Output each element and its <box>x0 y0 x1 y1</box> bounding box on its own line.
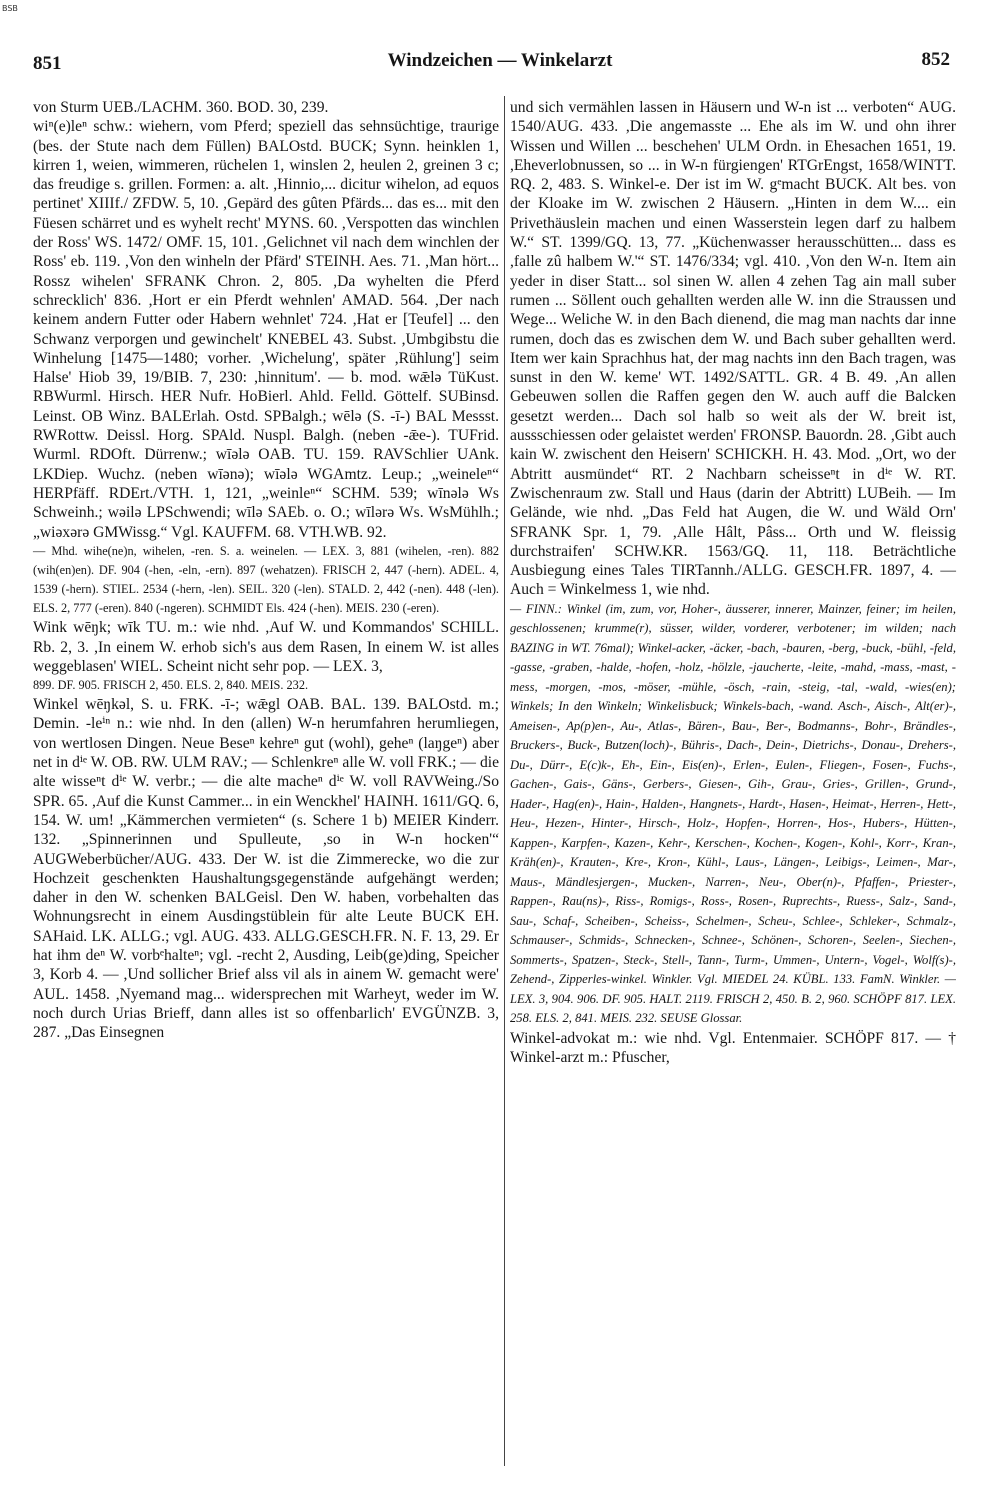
entry-wiehern-references: — Mhd. wihe(ne)n, wihelen, -ren. S. a. weinelen. — LEX. 3, 881 (wihelen, -ren). 882 (wih(en)en). DF. 904 (-hen, -eln, -ern). 897 (wehatzen). FRISCH 2, 447 (-hern). ADEL. 4, 1539 (-hern). STIEL. 2534 (-hern, -len). SEIL. 320 (-len). STALD. 2, 442 (-nen). 448 (-len). ELS. 2, 777 (-eren). 840 (-ngeren). SCHMIDT Els. 424 (-hen). MEIS. 230 (-eren). <box>33 543 499 616</box>
entry-winkel-field-names: — FINN.: Winkel (im, zum, vor, Hoher-, äusserer, innerer, Mainzer, feiner; im heilen, geschlossenen; krumme(r), süsser, wilder, vorderer, verbotener; im wilden; nach BAZING in WT. 76mal); Winkel-acker, -äcker, -bach, -bauren, -berg, -buck, -bühl, -feld, -gasse, -graben, -halde, -hofen, -holz, -hölzle, -jaucherte, -leite, -mahd, -mass, -mast, -mess, -morgen, -mos, -möser, -mühle, -ösch, -rain, -steig, -tal, -wald, -wies(en); Winkels; In den Winkeln; Winkelisbuck; Winkels-bach, -wand. Asch-, Aisch-, Alt(er)-, Ameisen-, Ap(p)en-, Au-, Atlas-, Bären-, Bau-, Ber-, Bodmanns-, Bohr-, Brändles-, Bruckers-, Buck-, Butzen(loch)-, Bühris-, Dach-, Dein-, Dietrichs-, Donau-, Drehers-, Du-, Dürr-, E(c)k-, Eh-, Ein-, Eis(en)-, Erlen-, Eulen-, Fliegen-, Fosen-, Fuchs-, Gachen-, Gais-, Gäns-, Gerbers-, Giesen-, Gih-, Grau-, Gries-, Grillen-, Grund-, Hader-, Hag(en)-, Hain-, Halden-, Hangnets-, Hardt-, Hasen-, Heimat-, Herren-, Hett-, Heu-, Hezen-, Hinter-, Hirsch-, Holz-, Hopfen-, Horren-, Hos-, Hubers-, Hütten-, Kappen-, Karpfen-, Kazen-, Kehr-, Kerschen-, Kochen-, Kogen-, Kohl-, Korr-, Kran-, Kräh(en)-, Krauten-, Kre-, Kron-, Kühl-, Laus-, Längen-, Leibigs-, Leimen-, Mar-, Maus-, Mändlesjergen-, Mucken-, Narren-, Neu-, Ober(n)-, Pfaffen-, Priester-, Rappen-, Rau(ns)-, Riss-, Romigs-, Ross-, Rosen-, Ruprechts-, Ruess-, Salz-, Sand-, Sau-, Schaf-, Scheiben-, Scheiss-, Schelmen-, Scheu-, Schlee-, Schleker-, Schmalz-, Schmauser-, Schmids-, Schnecken-, Schnee-, Schönen-, Schoren-, Seelen-, Siechen-, Sommerts-, Spatzen-, Steck-, Stell-, Tann-, Turm-, Ummen-, Untern-, Vogel-, Wolf(s)-, Zehend-, Zipperles-winkel. Winkler. Vgl. MIEDEL 24. KÜBL. 133. FamN. Winkler. — LEX. 3, 904. 906. DF. 905. HALT. 2119. FRISCH 2, 450. B. 2, 960. SCHÖPF 817. LEX. 258. ELS. 2, 841. MEIS. 232. SEUSE Glossar. <box>510 601 956 1026</box>
right-column <box>510 98 956 1067</box>
entry-continuation: von Sturm UEB./LACHM. 360. BOD. 30, 239. <box>33 99 329 116</box>
entry-winkel-advokat: Winkel-advokat m.: wie nhd. Vgl. Entenmaier. SCHÖPF 817. — † Winkel-arzt m.: Pfuscher, <box>510 1029 956 1067</box>
entry-wink: Wink wēŋk; wīk TU. m.: wie nhd. ,Auf W. und Kommandos' SCHILL. Rb. 2, 3. ,In einem W. erhob sich's aus dem Rasen, In einem W. ist alles weggeblasen' WIEL. Scheint nicht sehr pop. — LEX. 3, <box>33 619 499 675</box>
entry-wink-references: 899. DF. 905. FRISCH 2, 450. ELS. 2, 840. MEIS. 232. <box>33 678 309 693</box>
entry-winkel-continued: und sich vermählen lassen in Häusern und W-n ist ... verboten“ AUG. 1540/AUG. 433. ,Die angemasste ... Ehe als im W. und ohn ihrer Wissen und Willen ... beschehen' ULM Ordn. in Ehesachen 1651, 19. ,Eheverlobnussen, so ... in W-n fürgiengen' RTGrEngst, 1658/WINTT. RQ. 2, 483. S. Winkel-e. Der ist im W. gᵉmacht BUCK. Alt bes. von der Kloake im W. zwischen 2 Häusern. „Hinten in dem W.... ein Privethäuslein machen und einen Wasserstein legen darf zu halbem W.“ ST. 1399/GQ. 13, 77. „Küchenwasser herausschütten... dass es ,falle zû halbem W.'“ ST. 1476/334; vgl. 410. ,Von den W-n. Item ain yeder in diser Statt... sol sinen W. allen 4 zehen Tag ain mall suber rumen ... Söllent ouch gehallten werden alle W. inn die Straussen und Wege... Weliche W. in den Bach dienend, die mag man nachts dar inne rumen, doch das es zwischen dem W. und Bach suber gehallten werd. Item wer kain Sprachhus hat, der mag nachts inn den Bach tragen, was sunst in den W. keme' WT. 1492/SATTL. GR. 4 B. 49. ,An allen Gebeuwen sollen die Raffen gegen den W. auch auff die Balcken gesetzt werden... Dach sol halb so weit als der W. breit ist, aussschiessen oder gelaistet werden' FRONSP. Bauordn. 28. ,Gibt auch kain W. zwischent den Heisern' SCHICKH. H. 43. Mod. „Ort, wo der Abtritt ausmündet“ RT. 2 Nachbarn scheisseⁿt in dⁱᵉ W. RT. Zwischenraum zw. Stall und Haus (darin der Abtritt) LUBeih. — Im Gelände, wie nhd. „Das Feld hat Augen, die W. und Wäld Orn' SFRANK Spr. 1, 79. ,Alle Hâlt, Pâss... Orth und W. fleissig durchstraifen' SCHW.KR. 1563/GQ. 11, 118. Beträchtliche Ausbiegung eines Tales TIRTannh./ALLG. GESCH.FR. 1897, 4. — Auch = Winkelmess 1, wie nhd. <box>510 99 956 599</box>
page-number-right: 852 <box>921 49 950 70</box>
column-divider <box>504 96 505 1466</box>
entry-wiehern: wiⁿ(e)leⁿ schw.: wiehern, vom Pferd; speziell das sehnsüchtige, traurige (bes. der Stute nach dem Füllen) BALOstd. BUCK; Synn. heinklen 1, kirren 1, weien, wimmeren, rüchelen 1, winslen 2, heulen 2, greinen 3 c; das freudige s. grillen. Formen: a. alt. ,Hinnio,... dicitur wihelon, ad equos pertinet' XIIIf./ ZFDW. 5, 10. ,Gepärd des gûten Pfärds... das es... mit den Füesen schärret und es wyhelt recht' MYNS. 60. ,Verspotten das winchlen der Ross' WS. 1472/ OMF. 15, 101. ,Gelichnet vil nach dem winchlen der Ross' eb. 119. ,Von den winheln der Pfärd' STEINH. Aes. 71. ,Man hört... Rossz wihelen' SFRANK Chron. 2, 805. ,Da wyhelten die Pferd schrecklich' 836. ,Hort er ein Pferdt wehnlen' AMAD. 564. ,Der nach keinem andern Futter oder Habern wehnlet' 724. ,Hat er [Teufel] ... den Schwanz verporgen und gewinchelt' KNEBEL 43. Subst. ,Umbgibstu die Winhelung [1475—1480; vorher. ,Wichelung', später ,Rühlung'] seim Halse' Hiob 39, 19/BIB. 7, 230: ,hinnitum'. — b. mod. wǣlə TüKust. RBWurml. Hirsch. HER Nufr. HoBierl. Ahld. Felld. Göttelf. SUBinsd. Leinst. OB Winz. BALErlah. Ostd. SPBalgh.; wēlə (S. -ī-) BAL Messst. RWRottw. Deissl. Horg. SPAld. Nuspl. Balgh. (neben -ǣe-). TUFrid. Wurml. RDOft. Dürrenw.; wīələ OAB. TU. 159. RAVSchlier UAnk. LKDiep. Wuchz. (neben wīənə); wīələ WGAmtz. Leup.; „weineleⁿ“ HERPfäff. RDErt./VTH. 1, 121, „weinleⁿ“ SCHM. 539; wīnələ Ws Schweinh.; wəilə LPSchwendi; wīlə SAEb. o. O.; wīlərə Ws. WsMühlh.; „wiəxərə GMWissg.“ Vgl. KAUFFM. 68. VTH.WB. 92. <box>33 118 499 541</box>
library-stamp: BSB <box>2 4 18 13</box>
running-head: Windzeichen — Winkelarzt <box>387 50 613 71</box>
page-number-left: 851 <box>33 53 62 74</box>
left-column <box>33 98 499 1043</box>
entry-winkel: Winkel wēŋkəl, S. u. FRK. -ī-; wǣgl OAB. BAL. 139. BALOstd. m.; Demin. -leⁱⁿ n.: wie nhd. In den (allen) W-n herumfahren herumliegen, von wertlosen Dingen. Neue Beseⁿ kehreⁿ gut (wohl), geheⁿ (laŋgeⁿ) aber net in dⁱᵉ W. OB. RW. ULM RAV.; — Schlenkreⁿ alle W. voll FRK.; — die alte wisseⁿt dⁱᵉ W. verbr.; — die alte macheⁿ dⁱᵉ W. voll RAVWeing./So SPR. 65. ,Auf die Kunst Cammer... in ein Wenckhel' HAINH. 1611/GQ. 6, 154. W. um! „Kämmerchen vermieten“ (s. Schere 1 b) MEIER Kinderr. 132. „Spinnerinnen und Spulleute, ,so in W-n hocken'“ AUGWeberbücher/AUG. 433. Der W. ist die Zimmerecke, wo die zur Hochzeit geschenkten Haushaltungsgegenstände aufgehängt werden; daher in den W. schenken BALGeisl. Den W. haben, vorbehalten das Wohnungsrecht in einem Ausdingstüblein für alte Leute BUCK EH. SAHaid. LK. ALLG.; vgl. AUG. 433. ALLG.GESCH.FR. N. F. 13, 29. Er hat ihm deⁿ W. vorbᵉhalteⁿ; vgl. -recht 2, Ausding, Leib(ge)ding, Speicher 3, Korb 4. — ,Und sollicher Brief alss vil als in ainem W. gemacht were' AUL. 1458. ,Nyemand mag... widersprechen mit Warheyt, weder im W. noch durch Urias Brieff, dann alles ist so offenbarlich' EVGÜNZB. 3, 287. „Das Einsegnen <box>33 696 499 1042</box>
